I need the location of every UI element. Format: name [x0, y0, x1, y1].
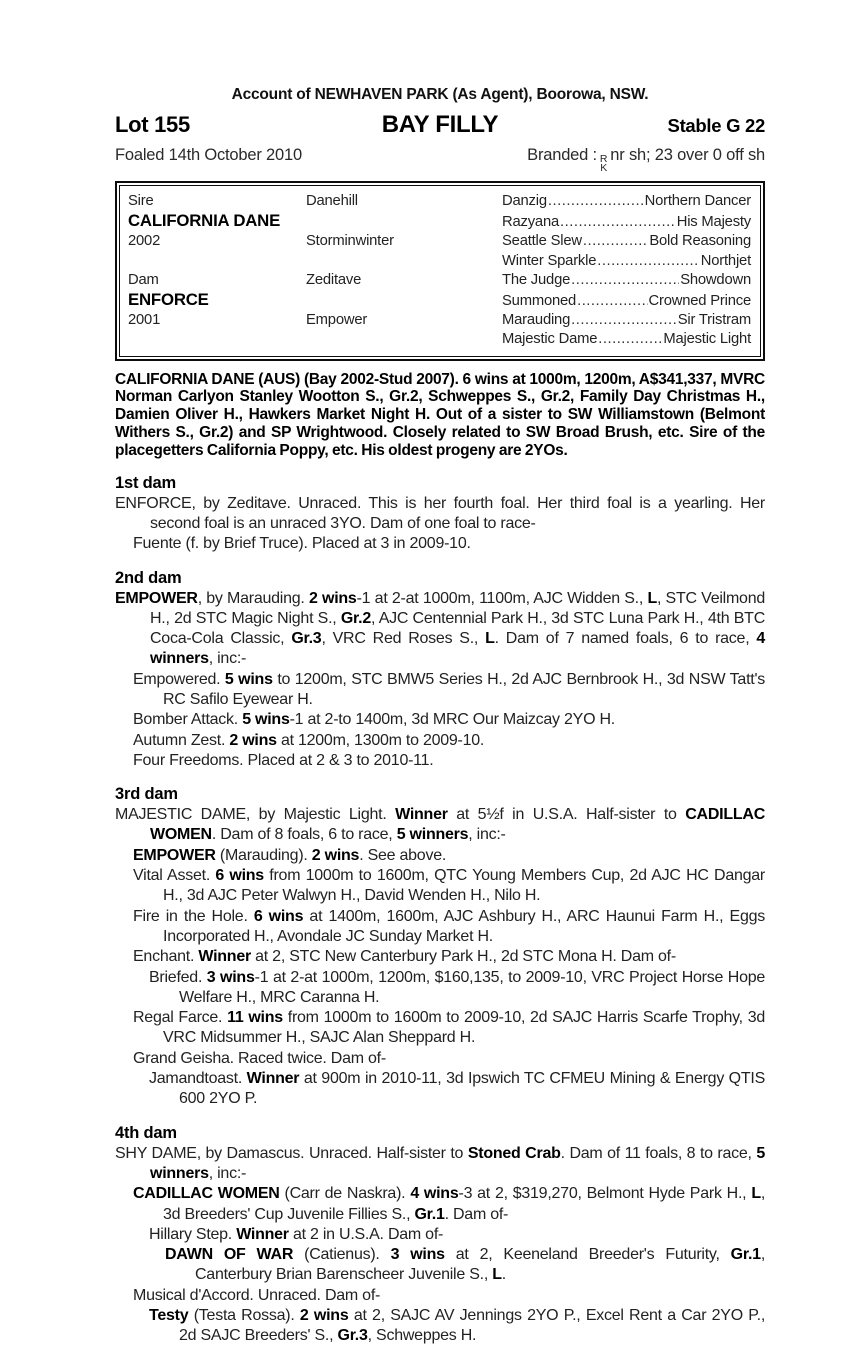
entry-text: Fuente (f. by Brief Truce). Placed at 3 in 2009-10.: [133, 535, 471, 553]
emphasized-text: Winner: [236, 1225, 289, 1243]
entry-text: -1 at 2-to 1400m, 3d MRC Our Maizcay 2YO H.: [289, 711, 615, 729]
dot-leader: [560, 213, 676, 232]
emphasized-text: Stoned Crab: [467, 1144, 561, 1162]
dam-section-heading: 2nd dam: [115, 568, 182, 587]
emphasized-text: Testy: [149, 1307, 189, 1324]
pedigree-entry: [115, 1069, 765, 1110]
pedigree-entry: [115, 1184, 765, 1225]
emphasized-text: CADILLAC WOMEN: [133, 1185, 280, 1203]
pedigree-row: [128, 252, 751, 271]
pedigree-row: [128, 330, 751, 349]
entry-text: . Dam of 11 foals, 8 to race,: [560, 1144, 757, 1162]
pedigree-col3: [502, 232, 751, 251]
pedigree-col2: Empower: [306, 312, 368, 329]
pedigree-col1: Sire: [128, 193, 154, 209]
account-line: Account of NEWHAVEN PARK (As Agent), Boorowa, NSW.: [231, 86, 649, 103]
pedigree-entry: [115, 805, 765, 846]
entry-text: , STC Veilmond H., 2d STC Magic Night S.,: [150, 589, 766, 627]
emphasized-text: EMPOWER: [133, 846, 216, 864]
emphasized-text: 2 wins: [308, 589, 357, 607]
entry-text: Musical d'Accord. Unraced. Dam of-: [133, 1286, 381, 1304]
pedigree-entry: [115, 968, 765, 1009]
entry-text: Bomber Attack.: [133, 711, 243, 729]
pedigree-row: [128, 211, 751, 232]
pedigree-col3: [502, 330, 751, 349]
great-grandsire-name: Northern Dancer: [644, 193, 751, 209]
entry-text: at 2 in U.S.A. Dam of-: [288, 1225, 444, 1243]
entry-text: ENFORCE, by Zeditave. Unraced. This is her fourth foal. Her third foal is a yearling. Her second foal is an unraced 3YO. Dam of one foal to race-: [115, 494, 765, 532]
pedigree-entry: [115, 731, 765, 751]
grandsire-name: Danzig: [502, 193, 547, 209]
emphasized-text: 2 wins: [229, 731, 277, 749]
entry-text: Autumn Zest.: [133, 731, 230, 749]
emphasized-text: L: [492, 1266, 502, 1284]
dot-leader: [598, 330, 662, 349]
grandsire-name: Winter Sparkle: [502, 252, 597, 269]
entry-text: -3 at 2, $319,270, Belmont Hyde Park H.,: [458, 1185, 752, 1203]
brand-description: [527, 146, 765, 174]
pedigree-col3: [502, 292, 751, 311]
brand-mark: [600, 155, 607, 173]
emphasized-text: 4 winners: [150, 630, 766, 668]
great-grandsire-name: Northjet: [700, 252, 751, 269]
brand-mark-top: R: [599, 153, 608, 165]
entry-text: (Catienus).: [293, 1246, 391, 1264]
horse-title: BAY FILLY: [381, 111, 499, 138]
entry-text: Jamandtoast.: [149, 1070, 247, 1088]
great-grandsire-name: Majestic Light: [663, 331, 751, 348]
pedigree-entry: [115, 866, 765, 907]
pedigree-col3: [502, 311, 751, 330]
great-grandsire-name: Crowned Prince: [648, 293, 751, 310]
entry-text: from 1000m to 1600m, QTC Young Members Cup, 2d AJC HC Dangar H., 3d AJC Peter Walwyn H., David Wenden H., Nilo H.: [163, 867, 765, 905]
emphasized-text: CADILLAC WOMEN: [150, 806, 766, 844]
pedigree-col1: CALIFORNIA DANE: [128, 211, 281, 231]
pedigree-col1: 2001: [128, 312, 161, 329]
emphasized-text: 6 wins: [253, 907, 304, 925]
grandsire-name: Summoned: [502, 293, 577, 310]
emphasized-text: 2 wins: [311, 846, 360, 864]
pedigree-entry: [115, 670, 765, 711]
foaled-branded-row: [115, 146, 765, 174]
pedigree-col2: Danehill: [306, 193, 358, 209]
entry-text: to 1200m, STC BMW5 Series H., 2d AJC Bernbrook H., 3d NSW Tatt's RC Safilo Eyewear H.: [163, 670, 766, 708]
pedigree-entry: [115, 1245, 765, 1286]
pedigree-col1: 2002: [128, 233, 161, 250]
pedigree-col2: Zeditave: [306, 271, 362, 288]
entry-text: . Dam of-: [444, 1205, 509, 1223]
entry-text: , Canterbury Brian Barenscheer Juvenile S.,: [195, 1246, 766, 1284]
grandsire-name: Seattle Slew: [502, 233, 582, 250]
pedigree-col2: Storminwinter: [306, 233, 394, 250]
pedigree-row: [128, 192, 751, 211]
entry-text: at 1200m, 1300m to 2009-10.: [276, 731, 485, 749]
emphasized-text: L: [751, 1185, 761, 1203]
pedigree-entry: [115, 947, 765, 967]
entry-text: at 2, Keeneland Breeder's Futurity,: [444, 1246, 731, 1264]
lot-row: [115, 111, 765, 139]
emphasized-text: 6 wins: [215, 867, 264, 885]
emphasized-text: Winner: [198, 948, 251, 966]
emphasized-text: 11 wins: [227, 1009, 283, 1027]
dam-section-heading: 4th dam: [115, 1123, 177, 1142]
pedigree-row: [128, 271, 751, 290]
entry-text: Empowered.: [133, 670, 225, 688]
pedigree-row: [128, 311, 751, 330]
entry-text: MAJESTIC DAME, by Majestic Light.: [115, 806, 396, 824]
pedigree-entry: [115, 1286, 765, 1306]
entry-text: (Testa Rossa).: [188, 1307, 300, 1324]
grandsire-name: Marauding: [502, 312, 571, 329]
dot-leader: [571, 311, 677, 330]
entry-text: Enchant.: [133, 948, 199, 966]
emphasized-text: 2 wins: [299, 1307, 349, 1324]
pedigree-col1: Dam: [128, 271, 159, 288]
foaled-date: Foaled 14th October 2010: [115, 146, 302, 164]
pedigree-entry: [115, 907, 765, 948]
entry-text: , inc:-: [468, 826, 506, 844]
emphasized-text: 5 winners: [396, 826, 469, 844]
pedigree-entry: [115, 1306, 765, 1347]
entry-text: at 1400m, 1600m, AJC Ashbury H., ARC Haunui Farm H., Eggs Incorporated H., Avondale JC Sunday Market H.: [163, 907, 766, 945]
entry-text: , by Marauding.: [197, 589, 309, 607]
pedigree-row: [128, 290, 751, 311]
entry-text: at 5½f in U.S.A. Half-sister to: [447, 806, 686, 824]
grandsire-name: Majestic Dame: [502, 331, 598, 348]
sire-summary: CALIFORNIA DANE (AUS) (Bay 2002-Stud 2007). 6 wins at 1000m, 1200m, A$341,337, MVRC Norman Carlyon Stanley Wootton S., Gr.2, Schweppes S., Gr.2, Family Day Christmas H., Damien Oliver H., Hawkers Market Night H. Out of a sister to SW Williamstown (Belmont Withers S., Gr.2) and SP Wrightwood. Closely related to SW Broad Brush, etc. Sire of the placegetters California Poppy, etc. His oldest progeny are 2YOs.: [115, 370, 765, 459]
pedigree-col3: [502, 192, 751, 211]
emphasized-text: EMPOWER: [115, 589, 198, 607]
pedigree-entry: [115, 534, 765, 554]
emphasized-text: Gr.3: [291, 630, 322, 648]
pedigree-entry: [115, 1049, 765, 1069]
entry-text: , AJC Centennial Park H., 3d STC Luna Park H., 4th BTC Coca-Cola Classic,: [150, 609, 765, 648]
emphasized-text: 3 wins: [390, 1246, 445, 1264]
pedigree-col3: [502, 271, 751, 290]
pedigree-entry: [115, 589, 765, 670]
entry-text: . Dam of 8 foals, 6 to race,: [211, 826, 397, 844]
entry-text: at 2, STC New Canterbury Park H., 2d STC Mona H. Dam of-: [250, 948, 676, 966]
emphasized-text: 5 winners: [150, 1144, 766, 1182]
entry-text: (Marauding).: [215, 846, 312, 864]
pedigree-entry: [115, 710, 765, 730]
entry-text: Hillary Step.: [149, 1225, 237, 1243]
entry-text: from 1000m to 1600m to 2009-10, 2d SAJC Harris Scarfe Trophy, 3d VRC Midsummer H., SAJC Alan Sheppard H.: [163, 1009, 766, 1047]
pedigree-col1: ENFORCE: [128, 290, 209, 310]
dot-leader: [597, 252, 700, 271]
emphasized-text: Gr.1: [730, 1246, 761, 1264]
entry-text: -1 at 2-at 1000m, 1200m, $160,135, to 2009-10, VRC Project Horse Hope Welfare H., MRC Caranna H.: [179, 968, 766, 1006]
emphasized-text: L: [485, 630, 495, 648]
emphasized-text: Gr.1: [414, 1205, 445, 1223]
brand-mark-bottom: K: [600, 162, 607, 174]
entry-text: SHY DAME, by Damascus. Unraced. Half-sister to: [115, 1144, 468, 1162]
dot-leader: [548, 192, 644, 211]
emphasized-text: 5 wins: [224, 670, 273, 688]
pedigree-entry: [115, 751, 765, 771]
pedigree-box: [115, 181, 765, 361]
lot-number: Lot 155: [115, 112, 190, 137]
entry-text: . Dam of 7 named foals, 6 to race,: [494, 630, 757, 648]
entry-text: , inc:-: [208, 650, 247, 668]
dot-leader: [577, 292, 647, 311]
entry-text: at 2, SAJC AV Jennings 2YO P., Excel Rent a Car 2YO P., 2d SAJC Breeders' S.,: [179, 1307, 766, 1345]
entry-text: Briefed.: [149, 968, 207, 986]
pedigree-col3: [502, 252, 751, 271]
emphasized-text: 3 wins: [206, 968, 255, 986]
dam-section-heading: 3rd dam: [115, 785, 178, 804]
entry-text: Grand Geisha. Raced twice. Dam of-: [133, 1049, 386, 1067]
pedigree-entry: [115, 494, 765, 535]
great-grandsire-name: His Majesty: [676, 214, 751, 231]
dam-section-heading: 1st dam: [115, 473, 176, 492]
pedigree-entry: [115, 846, 765, 866]
emphasized-text: L: [647, 589, 657, 607]
emphasized-text: Gr.3: [337, 1327, 368, 1345]
emphasized-text: 5 wins: [242, 711, 290, 729]
entry-text: -1 at 2-at 1000m, 1100m, AJC Widden S.,: [356, 589, 648, 607]
entry-text: , VRC Red Roses S.,: [321, 630, 486, 648]
stable-number: Stable G 22: [667, 115, 765, 136]
great-grandsire-name: Sir Tristram: [677, 312, 751, 329]
branded-detail: nr sh; 23 over 0 off sh: [610, 146, 765, 164]
entry-text: . See above.: [359, 846, 447, 864]
entry-text: at 900m in 2010-11, 3d Ipswich TC CFMEU Mining & Energy QTIS 600 2YO P.: [179, 1070, 766, 1108]
entry-text: , Schweppes H.: [367, 1327, 477, 1345]
emphasized-text: Gr.2: [340, 609, 371, 627]
great-grandsire-name: Showdown: [680, 271, 751, 288]
emphasized-text: Winner: [395, 806, 448, 824]
grandsire-name: Razyana: [502, 214, 560, 231]
entry-text: Fire in the Hole.: [133, 907, 254, 925]
pedigree-entry: [115, 1008, 765, 1049]
pedigree-col3: [502, 213, 751, 232]
great-grandsire-name: Bold Reasoning: [649, 233, 751, 250]
pedigree-row: [128, 232, 751, 251]
dam-sections: [115, 473, 765, 1347]
emphasized-text: Winner: [246, 1070, 300, 1088]
pedigree-table: [119, 185, 761, 357]
emphasized-text: 4 wins: [410, 1185, 459, 1203]
pedigree-entry: [115, 1225, 765, 1245]
grandsire-name: The Judge: [502, 271, 571, 288]
entry-text: , 3d Breeders' Cup Juvenile Fillies S.,: [163, 1185, 766, 1223]
branded-label: Branded :: [527, 146, 597, 164]
entry-text: , inc:-: [208, 1164, 247, 1182]
dot-leader: [583, 232, 648, 251]
entry-text: Vital Asset.: [133, 867, 216, 885]
entry-text: Four Freedoms. Placed at 2 & 3 to 2010-11.: [133, 751, 434, 769]
pedigree-entry: [115, 1144, 765, 1185]
emphasized-text: DAWN OF WAR: [165, 1246, 294, 1264]
dot-leader: [571, 271, 679, 290]
entry-text: Regal Farce.: [133, 1009, 228, 1027]
entry-text: .: [501, 1266, 506, 1284]
entry-text: (Carr de Naskra).: [279, 1185, 411, 1203]
